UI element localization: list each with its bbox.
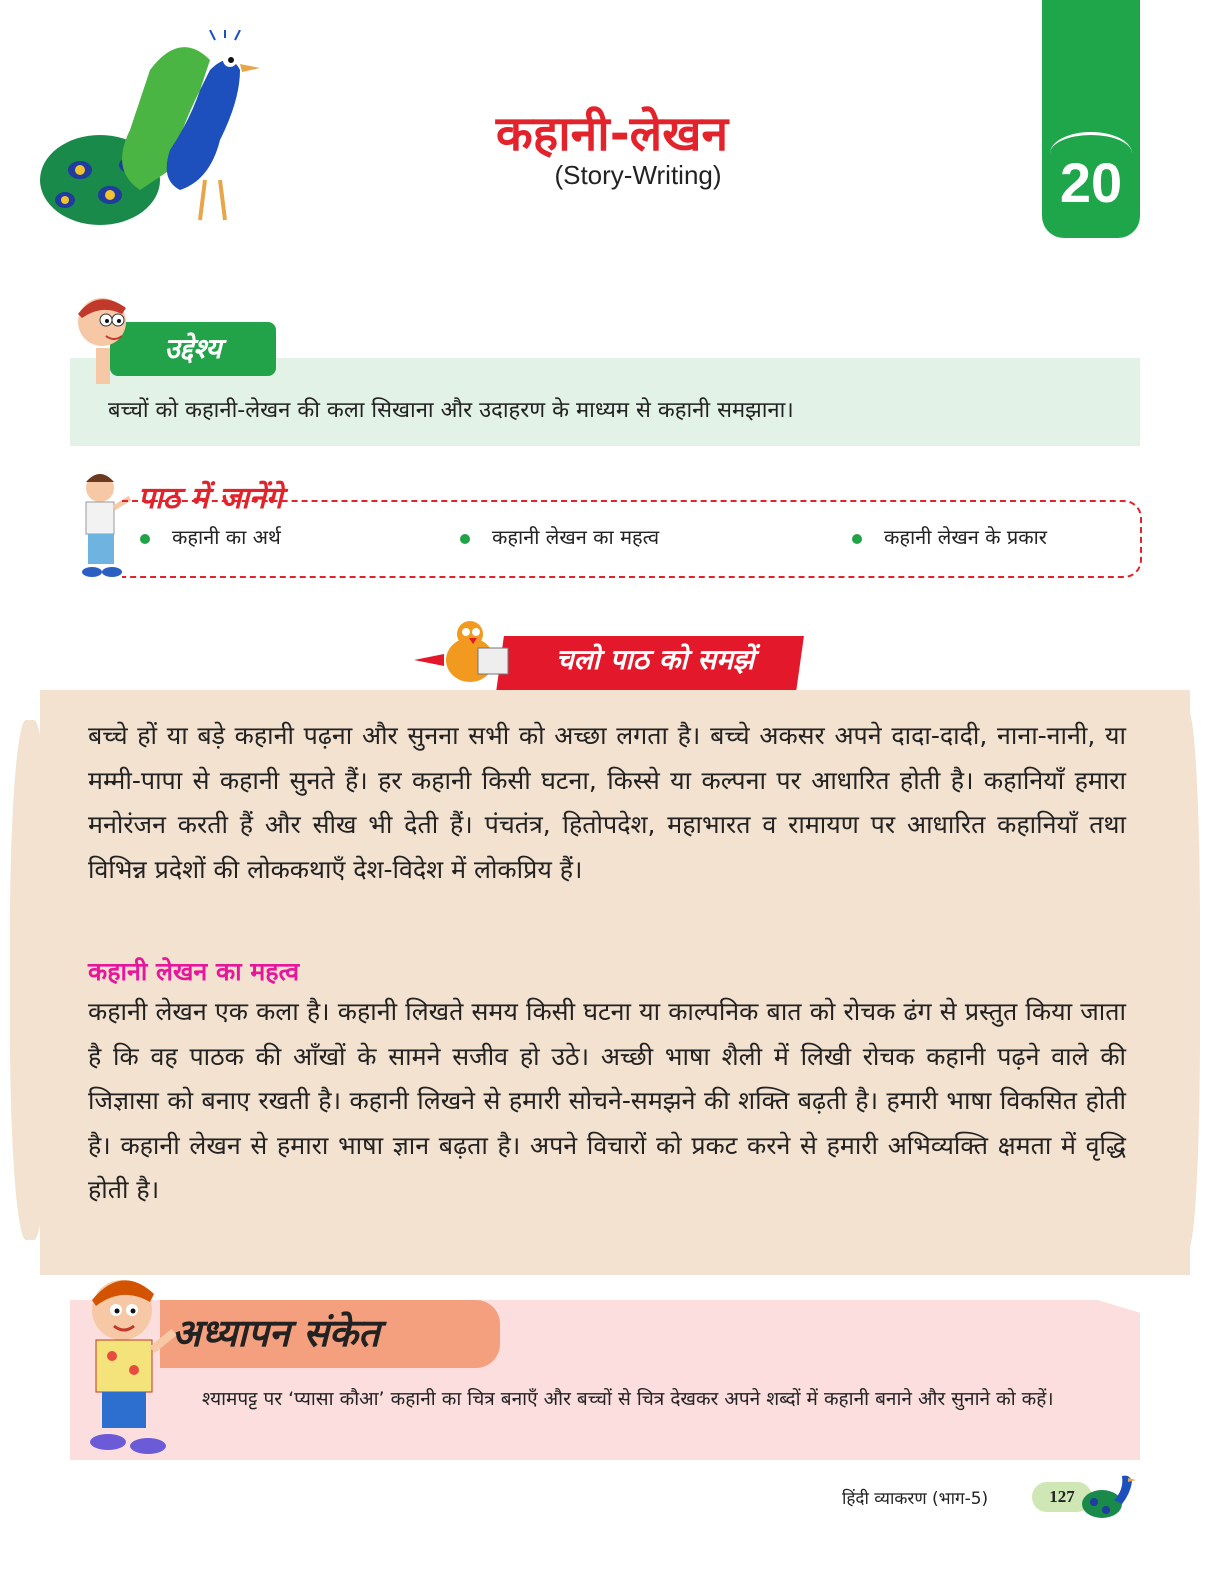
learn-item <box>140 523 281 550</box>
chapter-subtitle: (Story-Writing) <box>554 160 722 190</box>
chapter-number: 20 <box>1059 151 1123 214</box>
learn-item-label: कहानी लेखन के प्रकार <box>884 525 1047 549</box>
teaching-hint-text: श्यामपट्ट पर ‘प्यासा कौआ’ कहानी का चित्र बनाएँ और बच्चों से चित्र देखकर अपने शब्दों में कहानी बनाने और सुनाने को कहें। <box>202 1388 1054 1410</box>
intro-paragraph: बच्चे हों या बड़े कहानी पढ़ना और सुनना सभी को अच्छा लगता है। बच्चे अकसर अपने दादा-दादी, नाना-नानी, या मम्मी-पापा से कहानी सुनते हैं। हर कहानी किसी घटना, किस्से या कल्पना पर आधारित होती है। कहानियाँ हमारा मनोरंजन करती हैं और सीख भी देती हैं। पंचतंत्र, हितोपदेश, महाभारत व रामायण पर आधारित कहानियाँ तथा विभिन्न प्रदेशों की लोककथाएँ देश-विदेश में लोकप्रिय हैं। <box>88 721 1126 884</box>
page-number: 127 <box>1032 1482 1092 1512</box>
learn-heading: पाठ में जानेंगे <box>138 481 283 516</box>
importance-paragraph: कहानी लेखन एक कला है। कहानी लिखते समय किसी घटना या काल्पनिक बात को रोचक ढंग से प्रस्तुत किया जाता है कि वह पाठक की आँखों के सामने सजीव हो उठे। अच्छी भाषा शैली में लिखी रोचक कहानी पढ़ने वाले की जिज्ञासा को बनाए रखती है। कहानी लिखने से हमारी सोचने-समझने की शक्ति बढ़ती है। हमारी भाषा विकसित होती है। कहानी लेखन से हमारा भाषा ज्ञान बढ़ता है। अपने विचारों को प्रकट करने से हमारी अभिव्यक्ति क्षमता में वृद्धि होती है। <box>88 997 1126 1204</box>
learn-item <box>852 523 1047 550</box>
bullet-icon <box>140 534 150 544</box>
learn-item <box>460 523 659 550</box>
bird-reading-icon <box>412 620 512 690</box>
chapter-title: कहानी-लेखन <box>495 106 729 162</box>
objective-text: बच्चों को कहानी-लेखन की कला सिखाना और उदाहरण के माध्यम से कहानी समझाना। <box>108 398 794 423</box>
learn-item-label: कहानी का अर्थ <box>172 525 281 549</box>
importance-heading: कहानी लेखन का महत्व <box>88 957 300 986</box>
learn-item-label: कहानी लेखन का महत्व <box>492 525 660 549</box>
boy-waving-icon <box>72 1270 182 1460</box>
objective-label: उद्देश्य <box>110 322 276 376</box>
teaching-hint-title: अध्यापन संकेत <box>172 1311 380 1355</box>
boy-mascot-icon <box>70 292 130 384</box>
bullet-icon <box>460 534 470 544</box>
footer-book-title: हिंदी व्याकरण (भाग-5) <box>842 1489 989 1509</box>
understand-banner-text: चलो पाठ को समझें <box>555 643 755 676</box>
bullet-icon <box>852 534 862 544</box>
peacock-icon <box>1080 1470 1140 1522</box>
